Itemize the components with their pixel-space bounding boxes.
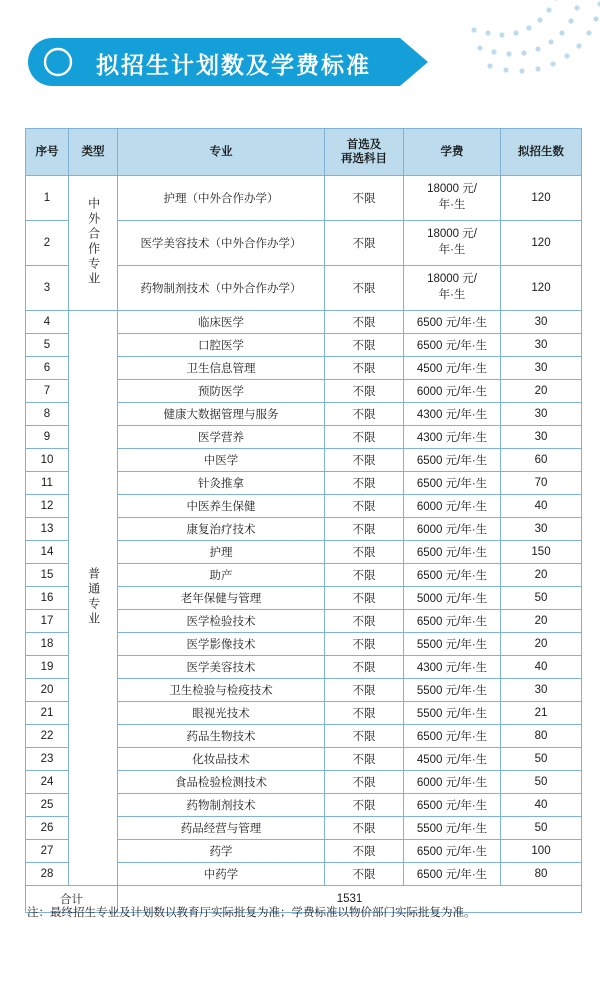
cell-subject: 不限 bbox=[325, 449, 404, 472]
cell-count: 70 bbox=[501, 472, 582, 495]
type-label-normal: 普通专业 bbox=[86, 566, 101, 627]
cell-type-coop bbox=[69, 176, 118, 311]
cell-count: 20 bbox=[501, 610, 582, 633]
cell-major: 老年保健与管理 bbox=[118, 587, 325, 610]
col-header-major: 专业 bbox=[118, 129, 325, 176]
col-header-subject-line2: 再选科目 bbox=[341, 153, 387, 165]
cell-count: 50 bbox=[501, 748, 582, 771]
cell-count: 40 bbox=[501, 495, 582, 518]
table-row bbox=[26, 311, 582, 334]
table-row bbox=[26, 176, 582, 221]
cell-seq: 4 bbox=[26, 311, 69, 334]
cell-major: 卫生信息管理 bbox=[118, 357, 325, 380]
total-label: 合计 bbox=[26, 886, 118, 913]
cell-fee: 6000 元/年·生 bbox=[404, 495, 501, 518]
col-header-seq: 序号 bbox=[26, 129, 69, 176]
cell-major: 预防医学 bbox=[118, 380, 325, 403]
cell-seq: 1 bbox=[26, 176, 69, 221]
cell-fee: 6500 元/年·生 bbox=[404, 311, 501, 334]
cell-seq: 16 bbox=[26, 587, 69, 610]
cell-subject: 不限 bbox=[325, 403, 404, 426]
fee-line2: 年·生 bbox=[438, 244, 466, 256]
cell-seq: 13 bbox=[26, 518, 69, 541]
cell-fee bbox=[404, 266, 501, 311]
table-body bbox=[26, 176, 582, 913]
cell-count: 50 bbox=[501, 587, 582, 610]
cell-count: 30 bbox=[501, 403, 582, 426]
cell-major: 药品生物技术 bbox=[118, 725, 325, 748]
cell-fee: 5500 元/年·生 bbox=[404, 679, 501, 702]
cell-subject: 不限 bbox=[325, 221, 404, 266]
table-head bbox=[26, 129, 582, 176]
cell-major: 药物制剂技术（中外合作办学） bbox=[118, 266, 325, 311]
footnote: 注：最终招生专业及计划数以教育厅实际批复为准；学费标准以物价部门实际批复为准。 bbox=[27, 907, 476, 919]
cell-subject: 不限 bbox=[325, 266, 404, 311]
cell-fee: 6500 元/年·生 bbox=[404, 610, 501, 633]
cell-major: 卫生检验与检疫技术 bbox=[118, 679, 325, 702]
col-header-fee: 学费 bbox=[404, 129, 501, 176]
cell-count: 20 bbox=[501, 564, 582, 587]
cell-fee: 4500 元/年·生 bbox=[404, 748, 501, 771]
cell-seq: 3 bbox=[26, 266, 69, 311]
cell-fee: 4500 元/年·生 bbox=[404, 357, 501, 380]
cell-subject: 不限 bbox=[325, 176, 404, 221]
cell-major: 针灸推拿 bbox=[118, 472, 325, 495]
cell-major: 医学营养 bbox=[118, 426, 325, 449]
cell-subject: 不限 bbox=[325, 771, 404, 794]
cell-fee: 6000 元/年·生 bbox=[404, 380, 501, 403]
cell-seq: 18 bbox=[26, 633, 69, 656]
fee-line1: 18000 元/ bbox=[427, 273, 477, 286]
cell-fee: 6500 元/年·生 bbox=[404, 794, 501, 817]
cell-seq: 11 bbox=[26, 472, 69, 495]
cell-subject: 不限 bbox=[325, 863, 404, 886]
cell-major: 医学检验技术 bbox=[118, 610, 325, 633]
cell-count: 30 bbox=[501, 357, 582, 380]
cell-subject: 不限 bbox=[325, 748, 404, 771]
cell-count: 120 bbox=[501, 221, 582, 266]
cell-fee: 5500 元/年·生 bbox=[404, 633, 501, 656]
cell-seq: 7 bbox=[26, 380, 69, 403]
cell-count: 80 bbox=[501, 863, 582, 886]
fee-line1: 18000 元/ bbox=[427, 183, 477, 196]
cell-fee: 6500 元/年·生 bbox=[404, 863, 501, 886]
cell-seq: 9 bbox=[26, 426, 69, 449]
cell-fee: 6500 元/年·生 bbox=[404, 449, 501, 472]
cell-count: 40 bbox=[501, 794, 582, 817]
cell-fee: 5500 元/年·生 bbox=[404, 702, 501, 725]
cell-subject: 不限 bbox=[325, 472, 404, 495]
cell-subject: 不限 bbox=[325, 587, 404, 610]
cell-major: 眼视光技术 bbox=[118, 702, 325, 725]
cell-seq: 21 bbox=[26, 702, 69, 725]
cell-fee bbox=[404, 176, 501, 221]
cell-fee: 6500 元/年·生 bbox=[404, 541, 501, 564]
cell-fee: 6000 元/年·生 bbox=[404, 771, 501, 794]
cell-major: 医学美容技术 bbox=[118, 656, 325, 679]
fee-line1: 18000 元/ bbox=[427, 228, 477, 241]
page-header-banner bbox=[28, 38, 428, 86]
fee-line2: 年·生 bbox=[438, 289, 466, 301]
cell-count: 30 bbox=[501, 334, 582, 357]
cell-count: 120 bbox=[501, 176, 582, 221]
cell-count: 100 bbox=[501, 840, 582, 863]
cell-count: 21 bbox=[501, 702, 582, 725]
cell-fee: 6500 元/年·生 bbox=[404, 334, 501, 357]
cell-major: 药学 bbox=[118, 840, 325, 863]
cell-fee: 4300 元/年·生 bbox=[404, 656, 501, 679]
cell-subject: 不限 bbox=[325, 380, 404, 403]
cell-major: 康复治疗技术 bbox=[118, 518, 325, 541]
cell-major: 助产 bbox=[118, 564, 325, 587]
cell-seq: 20 bbox=[26, 679, 69, 702]
cell-count: 40 bbox=[501, 656, 582, 679]
cell-fee: 6500 元/年·生 bbox=[404, 840, 501, 863]
cell-seq: 6 bbox=[26, 357, 69, 380]
fee-line2: 年·生 bbox=[438, 199, 466, 211]
cell-seq: 19 bbox=[26, 656, 69, 679]
cell-major: 中医学 bbox=[118, 449, 325, 472]
col-header-count: 拟招生数 bbox=[501, 129, 582, 176]
cell-subject: 不限 bbox=[325, 334, 404, 357]
cell-seq: 15 bbox=[26, 564, 69, 587]
cell-major: 护理（中外合作办学） bbox=[118, 176, 325, 221]
cell-major: 口腔医学 bbox=[118, 334, 325, 357]
cell-fee: 5500 元/年·生 bbox=[404, 817, 501, 840]
cell-count: 80 bbox=[501, 725, 582, 748]
cell-major: 健康大数据管理与服务 bbox=[118, 403, 325, 426]
cell-count: 30 bbox=[501, 311, 582, 334]
col-header-subject-line1: 首选及 bbox=[346, 138, 382, 151]
cell-seq: 28 bbox=[26, 863, 69, 886]
cell-type-normal bbox=[69, 311, 118, 886]
cell-count: 50 bbox=[501, 771, 582, 794]
cell-major: 药品经营与管理 bbox=[118, 817, 325, 840]
cell-major: 医学影像技术 bbox=[118, 633, 325, 656]
admission-plan-table bbox=[25, 128, 582, 913]
cell-subject: 不限 bbox=[325, 633, 404, 656]
col-header-type: 类型 bbox=[69, 129, 118, 176]
cell-count: 50 bbox=[501, 817, 582, 840]
cell-count: 20 bbox=[501, 633, 582, 656]
cell-subject: 不限 bbox=[325, 311, 404, 334]
cell-seq: 23 bbox=[26, 748, 69, 771]
cell-subject: 不限 bbox=[325, 357, 404, 380]
cell-major: 中药学 bbox=[118, 863, 325, 886]
cell-count: 30 bbox=[501, 426, 582, 449]
cell-major: 食品检验检测技术 bbox=[118, 771, 325, 794]
cell-count: 120 bbox=[501, 266, 582, 311]
cell-count: 30 bbox=[501, 518, 582, 541]
col-header-subject bbox=[325, 129, 404, 176]
cell-subject: 不限 bbox=[325, 518, 404, 541]
total-value: 1531 bbox=[118, 886, 582, 913]
cell-fee: 6500 元/年·生 bbox=[404, 472, 501, 495]
cell-seq: 14 bbox=[26, 541, 69, 564]
table-header-row bbox=[26, 129, 582, 176]
cell-subject: 不限 bbox=[325, 794, 404, 817]
cell-subject: 不限 bbox=[325, 656, 404, 679]
cell-seq: 24 bbox=[26, 771, 69, 794]
cell-subject: 不限 bbox=[325, 725, 404, 748]
cell-count: 30 bbox=[501, 679, 582, 702]
cell-seq: 10 bbox=[26, 449, 69, 472]
type-label-coop: 中外合作专业 bbox=[86, 196, 101, 287]
cell-subject: 不限 bbox=[325, 541, 404, 564]
cell-major: 化妆品技术 bbox=[118, 748, 325, 771]
cell-subject: 不限 bbox=[325, 702, 404, 725]
cell-subject: 不限 bbox=[325, 679, 404, 702]
cell-major: 护理 bbox=[118, 541, 325, 564]
cell-seq: 2 bbox=[26, 221, 69, 266]
cell-subject: 不限 bbox=[325, 840, 404, 863]
cell-subject: 不限 bbox=[325, 817, 404, 840]
cell-major: 药物制剂技术 bbox=[118, 794, 325, 817]
cell-seq: 17 bbox=[26, 610, 69, 633]
cell-fee: 5000 元/年·生 bbox=[404, 587, 501, 610]
cell-fee: 4300 元/年·生 bbox=[404, 426, 501, 449]
cell-seq: 5 bbox=[26, 334, 69, 357]
cell-count: 20 bbox=[501, 380, 582, 403]
cell-count: 150 bbox=[501, 541, 582, 564]
cell-seq: 27 bbox=[26, 840, 69, 863]
decorative-dots bbox=[450, 0, 600, 80]
page-title: 拟招生计划数及学费标准 bbox=[96, 52, 371, 78]
cell-subject: 不限 bbox=[325, 426, 404, 449]
cell-fee: 6500 元/年·生 bbox=[404, 564, 501, 587]
cell-subject: 不限 bbox=[325, 610, 404, 633]
cell-subject: 不限 bbox=[325, 495, 404, 518]
cell-seq: 25 bbox=[26, 794, 69, 817]
cell-seq: 26 bbox=[26, 817, 69, 840]
cell-seq: 22 bbox=[26, 725, 69, 748]
cell-subject: 不限 bbox=[325, 564, 404, 587]
cell-fee: 6000 元/年·生 bbox=[404, 518, 501, 541]
cell-major: 医学美容技术（中外合作办学） bbox=[118, 221, 325, 266]
cell-seq: 12 bbox=[26, 495, 69, 518]
cell-major: 中医养生保健 bbox=[118, 495, 325, 518]
admission-plan-table-wrap bbox=[25, 128, 575, 913]
cell-fee bbox=[404, 221, 501, 266]
cell-fee: 6500 元/年·生 bbox=[404, 725, 501, 748]
cell-seq: 8 bbox=[26, 403, 69, 426]
cell-major: 临床医学 bbox=[118, 311, 325, 334]
cell-count: 60 bbox=[501, 449, 582, 472]
cell-fee: 4300 元/年·生 bbox=[404, 403, 501, 426]
